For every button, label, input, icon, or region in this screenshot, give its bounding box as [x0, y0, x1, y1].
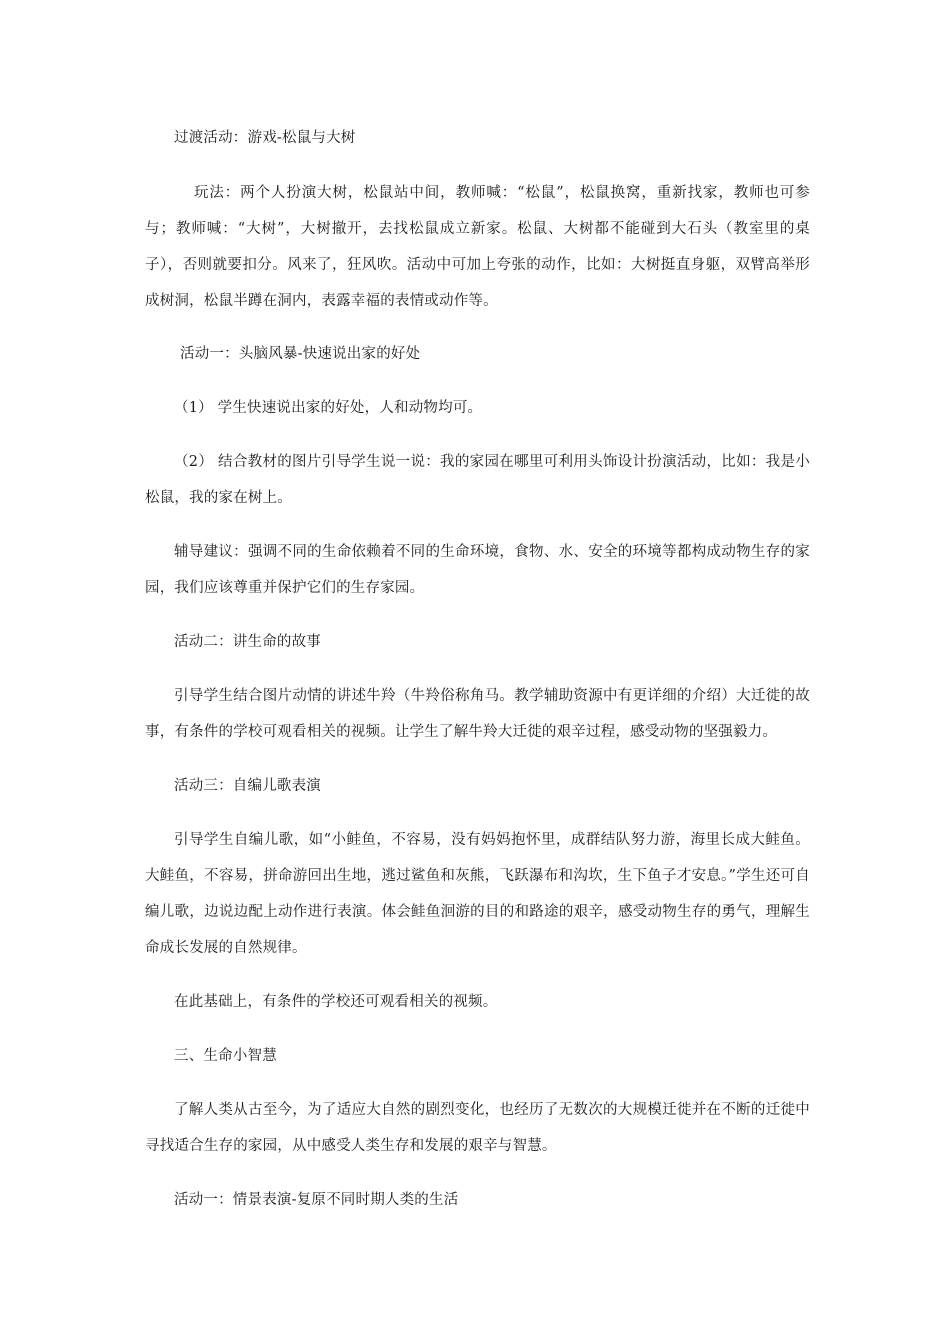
section-heading-activity-two: 活动二：讲生命的故事	[174, 634, 321, 650]
paragraph-video-note: 在此基础上，有条件的学校还可观看相关的视频。	[174, 994, 498, 1010]
paragraph-game-rules: 玩法：两个人扮演大树，松鼠站中间，教师喊：“松鼠”，松鼠换窝，重新找家，教师也可参与；教师喊：“大树”，大树撤开，去找松鼠成立新家。松鼠、大树都不能碰到大石头（教室里的桌子），否则就要扣分。风来了，狂风吹。活动中可加上夸张的动作，比如：大树挺直身躯，双臂高举形成树洞，松鼠半蹲在洞内，表露幸福的表情或动作等。	[145, 185, 810, 309]
paragraph-human-migration: 了解人类从古至今，为了适应大自然的剧烈变化，也经历了无数次的大规模迁徙并在不断的迁徙中寻找适合生存的家园，从中感受人类生存和发展的艰辛与智慧。	[145, 1102, 810, 1154]
section-heading-activity-three: 活动三：自编儿歌表演	[174, 778, 321, 794]
paragraph-migration-story: 引导学生结合图片动情的讲述牛羚（牛羚俗称角马。教学辅助资源中有更详细的介绍）大迁徙的故事，有条件的学校可观看相关的视频。让学生了解牛羚大迁徙的艰辛过程，感受动物的坚强毅力。	[145, 688, 810, 740]
section-heading-scene-play: 活动一：情景表演-复原不同时期人类的生活	[174, 1192, 459, 1208]
list-item-1: （1） 学生快速说出家的好处，人和动物均可。	[174, 400, 483, 416]
list-item-2: （2） 结合教材的图片引导学生说一说：我的家园在哪里可利用头饰设计扮演活动，比如：我是小松鼠，我的家在树上。	[145, 454, 810, 506]
section-heading-transition: 过渡活动：游戏-松鼠与大树	[174, 130, 356, 146]
paragraph-guidance: 辅导建议：强调不同的生命依赖着不同的生命环境，食物、水、安全的环境等都构成动物生存的家园，我们应该尊重并保护它们的生存家园。	[145, 544, 810, 596]
section-heading-activity-one: 活动一：头脑风暴-快速说出家的好处	[180, 346, 421, 362]
paragraph-salmon-song: 引导学生自编儿歌，如“小鲑鱼，不容易，没有妈妈抱怀里，成群结队努力游，海里长成大鲑鱼。大鲑鱼，不容易，拼命游回出生地，逃过鲨鱼和灰熊，飞跃瀑布和沟坎，生下鱼子才安息。”学生还可自编儿歌，边说边配上动作进行表演。体会鲑鱼洄游的目的和路途的艰辛，感受动物生存的勇气，理解生命成长发展的自然规律。	[145, 832, 810, 956]
section-heading-part-three: 三、生命小智慧	[174, 1048, 277, 1064]
